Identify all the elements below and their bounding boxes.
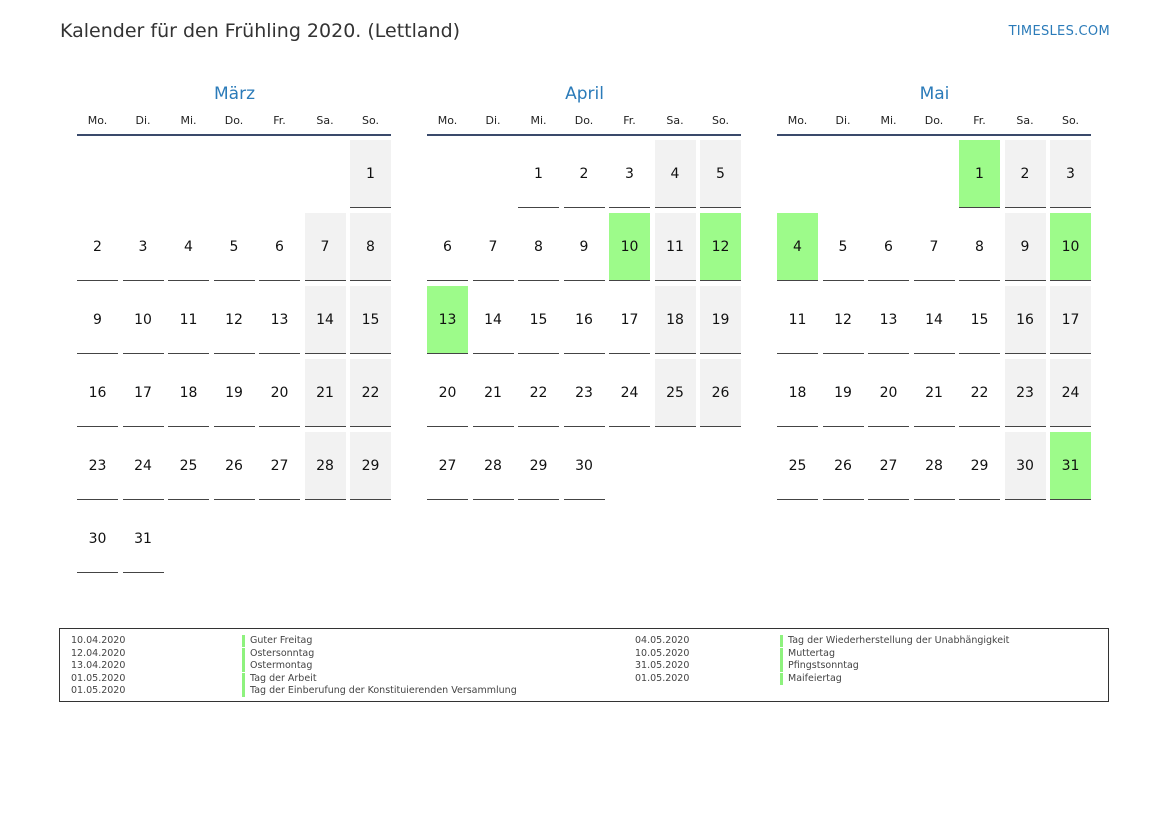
weekday-label: Mo. [437, 114, 458, 127]
month-title: März [214, 84, 255, 104]
day-cell[interactable]: 23 [1005, 359, 1046, 427]
day-cell[interactable]: 17 [123, 359, 164, 427]
legend-date: 10.05.2020 [635, 647, 690, 659]
legend-date: 12.04.2020 [71, 647, 126, 659]
day-cell[interactable]: 21 [914, 359, 955, 427]
day-cell[interactable]: 20 [868, 359, 909, 427]
day-cell[interactable]: 25 [168, 432, 209, 500]
weekday-label: Mi. [180, 114, 197, 127]
month-title: Mai [919, 84, 950, 104]
empty-cell [77, 140, 118, 208]
day-cell[interactable]: 30 [1005, 432, 1046, 500]
month-march [77, 82, 392, 573]
day-cell[interactable]: 5 [214, 213, 255, 281]
day-cell[interactable]: 4 [168, 213, 209, 281]
holiday-day-cell[interactable]: 10 [1050, 213, 1091, 281]
day-cell[interactable]: 2 [1005, 140, 1046, 208]
holiday-day-cell[interactable]: 13 [427, 286, 468, 354]
weekday-label: Sa. [666, 114, 684, 127]
day-cell[interactable]: 3 [609, 140, 650, 208]
day-cell[interactable]: 3 [1050, 140, 1091, 208]
weekday-label: So. [711, 114, 729, 127]
day-cell[interactable]: 26 [823, 432, 864, 500]
days-grid [77, 140, 392, 573]
day-cell[interactable]: 25 [777, 432, 818, 500]
holiday-legend [59, 628, 1109, 702]
day-cell[interactable]: 6 [868, 213, 909, 281]
day-cell[interactable]: 15 [350, 286, 391, 354]
day-cell[interactable]: 15 [518, 286, 559, 354]
day-cell[interactable]: 16 [564, 286, 605, 354]
weekday-label: Do. [924, 114, 944, 127]
legend-date: 01.05.2020 [71, 685, 126, 696]
day-cell[interactable]: 23 [77, 432, 118, 500]
day-cell[interactable]: 22 [518, 359, 559, 427]
legend-date: 13.04.2020 [71, 660, 126, 671]
day-cell[interactable]: 11 [168, 286, 209, 354]
day-cell[interactable]: 11 [655, 213, 696, 281]
weekday-label: Fr. [273, 114, 286, 127]
day-cell[interactable]: 24 [123, 432, 164, 500]
month-title: April [565, 84, 604, 104]
empty-cell [214, 140, 255, 208]
day-cell[interactable]: 29 [350, 432, 391, 500]
day-cell[interactable]: 16 [77, 359, 118, 427]
legend-holiday-name: Ostermontag [242, 660, 312, 672]
day-cell[interactable]: 30 [77, 505, 118, 573]
day-cell[interactable]: 6 [259, 213, 300, 281]
day-cell[interactable]: 22 [350, 359, 391, 427]
day-cell[interactable]: 2 [564, 140, 605, 208]
holiday-day-cell[interactable]: 1 [959, 140, 1000, 208]
day-cell[interactable]: 24 [609, 359, 650, 427]
holiday-day-cell[interactable]: 10 [609, 213, 650, 281]
day-cell[interactable]: 20 [427, 359, 468, 427]
day-cell[interactable]: 29 [518, 432, 559, 500]
day-cell[interactable]: 16 [1005, 286, 1046, 354]
day-cell[interactable]: 5 [823, 213, 864, 281]
weekday-label: Mo. [787, 114, 808, 127]
holiday-day-cell[interactable]: 31 [1050, 432, 1091, 500]
weekday-label: Do. [574, 114, 594, 127]
day-cell[interactable]: 24 [1050, 359, 1091, 427]
day-cell[interactable]: 23 [564, 359, 605, 427]
legend-date: 01.05.2020 [71, 672, 126, 684]
month-may [777, 82, 1092, 500]
weekday-label: Fr. [973, 114, 986, 127]
weekday-label: Do. [224, 114, 244, 127]
day-cell[interactable]: 4 [655, 140, 696, 208]
day-cell[interactable]: 17 [1050, 286, 1091, 354]
day-cell[interactable]: 25 [655, 359, 696, 427]
empty-cell [259, 140, 300, 208]
day-cell[interactable]: 28 [914, 432, 955, 500]
day-cell[interactable]: 18 [777, 359, 818, 427]
day-cell[interactable]: 28 [305, 432, 346, 500]
empty-cell [914, 140, 955, 208]
day-cell[interactable]: 18 [655, 286, 696, 354]
day-cell[interactable]: 22 [959, 359, 1000, 427]
weekday-header [427, 114, 741, 136]
day-cell[interactable]: 18 [168, 359, 209, 427]
weekday-header [77, 114, 391, 136]
day-cell[interactable]: 29 [959, 432, 1000, 500]
day-cell[interactable]: 14 [914, 286, 955, 354]
day-cell[interactable]: 12 [823, 286, 864, 354]
weekday-label: Di. [135, 114, 151, 127]
day-cell[interactable]: 5 [700, 140, 741, 208]
legend-date: 01.05.2020 [635, 672, 690, 684]
day-cell[interactable]: 3 [123, 213, 164, 281]
day-cell[interactable]: 30 [564, 432, 605, 500]
weekday-label: So. [361, 114, 379, 127]
day-cell[interactable]: 31 [123, 505, 164, 573]
day-cell[interactable]: 15 [959, 286, 1000, 354]
page-title: Kalender für den Frühling 2020. (Lettland) [60, 20, 461, 42]
weekday-label: Sa. [1016, 114, 1034, 127]
legend-holiday-name: Maifeiertag [780, 673, 842, 685]
day-cell[interactable]: 19 [214, 359, 255, 427]
day-cell[interactable]: 27 [868, 432, 909, 500]
legend-holiday-name: Tag der Arbeit [242, 673, 317, 685]
day-cell[interactable]: 8 [959, 213, 1000, 281]
days-grid [777, 140, 1092, 500]
day-cell[interactable]: 21 [305, 359, 346, 427]
holiday-day-cell[interactable]: 12 [700, 213, 741, 281]
day-cell[interactable]: 9 [77, 286, 118, 354]
day-cell[interactable]: 8 [350, 213, 391, 281]
day-cell[interactable]: 14 [473, 286, 514, 354]
legend-date: 10.04.2020 [71, 635, 126, 646]
day-cell[interactable]: 12 [214, 286, 255, 354]
empty-cell [123, 140, 164, 208]
legend-holiday-name: Muttertag [780, 648, 835, 660]
day-cell[interactable]: 17 [609, 286, 650, 354]
day-cell[interactable]: 10 [123, 286, 164, 354]
holiday-day-cell[interactable]: 4 [777, 213, 818, 281]
day-cell[interactable]: 2 [77, 213, 118, 281]
day-cell[interactable]: 19 [823, 359, 864, 427]
day-cell[interactable]: 27 [427, 432, 468, 500]
weekday-label: Mo. [87, 114, 108, 127]
day-cell[interactable]: 1 [350, 140, 391, 208]
day-cell[interactable]: 13 [259, 286, 300, 354]
day-cell[interactable]: 13 [868, 286, 909, 354]
day-cell[interactable]: 8 [518, 213, 559, 281]
day-cell[interactable]: 28 [473, 432, 514, 500]
legend-holiday-name: Guter Freitag [242, 635, 312, 647]
empty-cell [823, 140, 864, 208]
site-link[interactable]: TIMESLES.COM [1008, 24, 1110, 39]
day-cell[interactable]: 19 [700, 286, 741, 354]
month-april [427, 82, 742, 500]
day-cell[interactable]: 7 [305, 213, 346, 281]
legend-holiday-name: Tag der Einberufung der Konstituierenden Versammlung [242, 685, 517, 697]
legend-holiday-name: Ostersonntag [242, 648, 314, 660]
weekday-label: Fr. [623, 114, 636, 127]
weekday-label: Sa. [316, 114, 334, 127]
legend-holiday-name: Pfingstsonntag [780, 660, 859, 672]
day-cell[interactable]: 6 [427, 213, 468, 281]
day-cell[interactable]: 7 [914, 213, 955, 281]
day-cell[interactable]: 7 [473, 213, 514, 281]
day-cell[interactable]: 11 [777, 286, 818, 354]
day-cell[interactable]: 21 [473, 359, 514, 427]
weekday-label: Mi. [530, 114, 547, 127]
empty-cell [427, 140, 468, 208]
day-cell[interactable]: 14 [305, 286, 346, 354]
day-cell[interactable]: 26 [214, 432, 255, 500]
day-cell[interactable]: 20 [259, 359, 300, 427]
day-cell[interactable]: 1 [518, 140, 559, 208]
day-cell[interactable]: 9 [564, 213, 605, 281]
empty-cell [305, 140, 346, 208]
weekday-label: So. [1061, 114, 1079, 127]
weekday-header [777, 114, 1091, 136]
legend-date: 04.05.2020 [635, 635, 690, 646]
weekday-label: Mi. [880, 114, 897, 127]
empty-cell [777, 140, 818, 208]
day-cell[interactable]: 9 [1005, 213, 1046, 281]
legend-holiday-name: Tag der Wiederherstellung der Unabhängigkeit [780, 635, 1009, 647]
empty-cell [473, 140, 514, 208]
legend-date: 31.05.2020 [635, 660, 690, 671]
day-cell[interactable]: 27 [259, 432, 300, 500]
days-grid [427, 140, 742, 500]
day-cell[interactable]: 26 [700, 359, 741, 427]
empty-cell [168, 140, 209, 208]
empty-cell [868, 140, 909, 208]
weekday-label: Di. [835, 114, 851, 127]
weekday-label: Di. [485, 114, 501, 127]
